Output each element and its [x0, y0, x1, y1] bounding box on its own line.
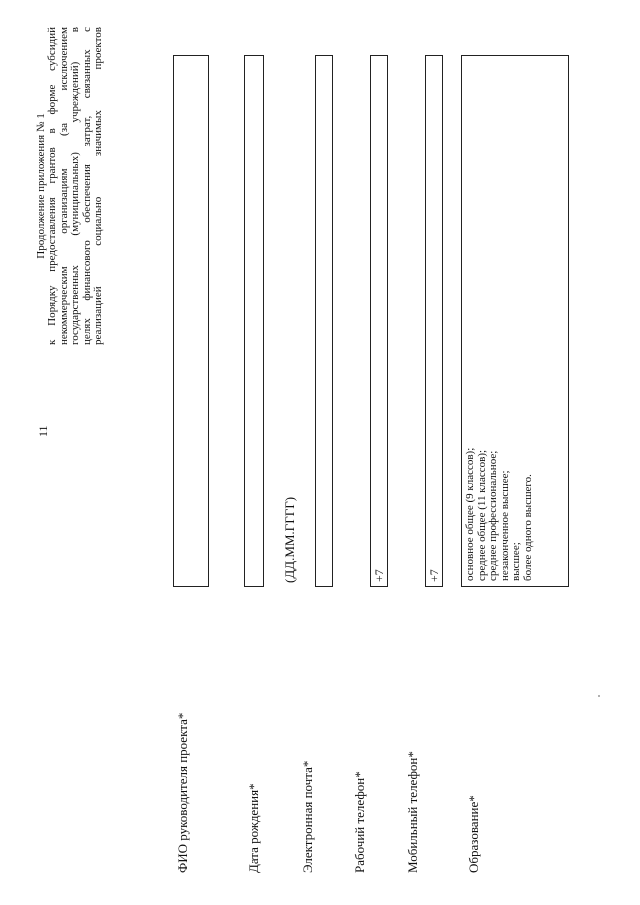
document-header	[36, 27, 104, 345]
education-option[interactable]: основное общее (9 классов);	[464, 447, 476, 581]
header-line: целях финансового обеспечения затрат, связанных с	[80, 27, 93, 345]
scan-speck	[598, 695, 600, 697]
education-option[interactable]: более одного высшего.	[521, 474, 534, 581]
header-word: реализацией	[92, 286, 105, 345]
fio-label: ФИО руководителя проекта*	[175, 712, 190, 873]
header-line: к Порядку предоставления грантов в форме субсидий	[46, 27, 59, 345]
header-title: Продолжение приложения № 1	[35, 113, 47, 259]
email-label: Электронная почта*	[300, 760, 315, 873]
work-phone-field[interactable]	[370, 55, 388, 587]
education-field[interactable]	[461, 55, 569, 587]
education-label: Образование*	[466, 795, 481, 873]
education-option[interactable]: высшее;	[510, 542, 523, 581]
email-field[interactable]	[315, 55, 333, 587]
mobile-phone-label: Мобильный телефон*	[405, 751, 420, 873]
education-option[interactable]: незаконченное высшее;	[498, 470, 511, 581]
header-word: социально	[92, 196, 105, 246]
birth-date-hint: (ДД.ММ.ГГГГ)	[282, 496, 297, 583]
header-word: значимых	[92, 110, 105, 157]
page-number: 11	[36, 425, 50, 437]
mobile-phone-field[interactable]	[425, 55, 443, 587]
header-word: проектов	[92, 27, 105, 70]
birth-date-label: Дата рождения*	[246, 783, 261, 873]
fio-field[interactable]	[173, 55, 209, 587]
header-line: государственных (муниципальных) учреждений) в	[69, 27, 82, 345]
birth-date-field[interactable]	[244, 55, 264, 587]
header-line: некоммерческим организациям (за исключением	[57, 27, 70, 345]
work-phone-prefix: +7	[372, 569, 386, 582]
education-option[interactable]: среднее общее (11 классов);	[475, 449, 488, 581]
mobile-phone-prefix: +7	[427, 569, 441, 582]
header-last-line	[93, 27, 104, 345]
work-phone-label: Рабочий телефон*	[352, 771, 367, 873]
education-option[interactable]: среднее профессиональное;	[487, 450, 500, 581]
